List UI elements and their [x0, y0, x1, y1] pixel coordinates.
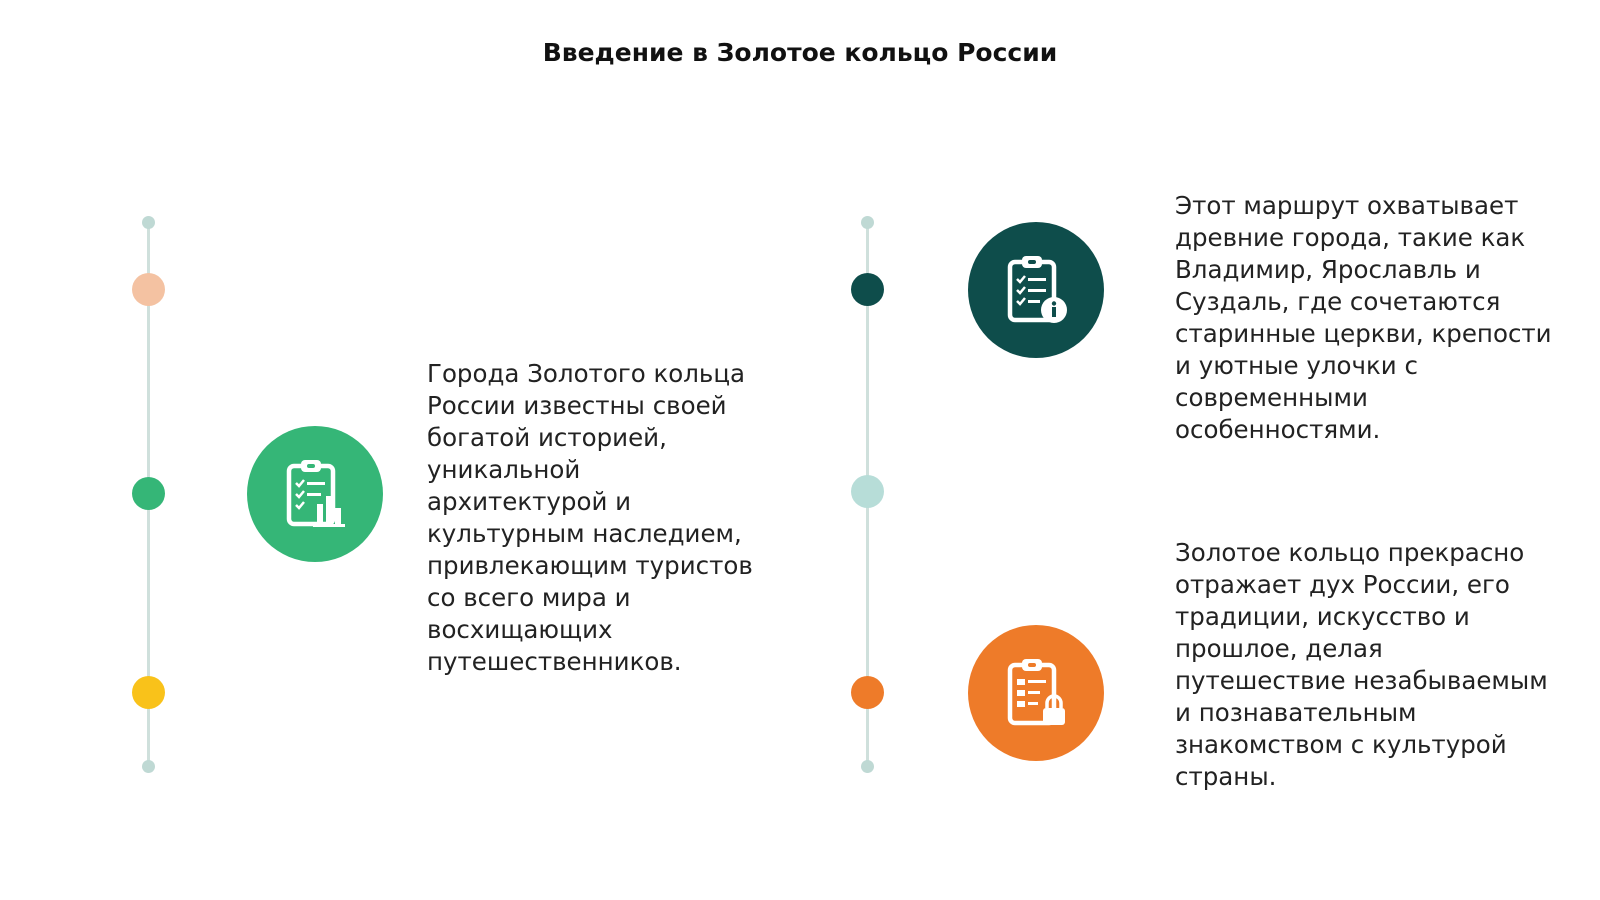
right-marker-dark-teal	[851, 273, 884, 306]
right-marker-mint	[851, 475, 884, 508]
page-title: Введение в Золотое кольцо России	[542, 38, 1058, 67]
right-rail-start-dot	[861, 216, 874, 229]
left-marker-green	[132, 477, 165, 510]
item-3-text: Золотое кольцо прекрасно отражает дух России, его традиции, искусство и прошлое, делая путешествие незабываемым и познавательным знакомством с культурой страны.	[1175, 538, 1548, 791]
left-marker-yellow	[132, 676, 165, 709]
left-rail-start-dot	[142, 216, 155, 229]
left-marker-peach	[132, 273, 165, 306]
clipboard-chart-badge	[247, 426, 383, 562]
clipboard-lock-badge	[968, 625, 1104, 761]
right-rail-end-dot	[861, 760, 874, 773]
clipboard-lock-icon	[996, 653, 1076, 733]
clipboard-chart-icon	[275, 454, 355, 534]
clipboard-info-icon	[996, 250, 1076, 330]
item-1-text: Города Золотого кольца России известны своей богатой историей, уникальной архитектурой и культурным наследием, привлекающим туристов со всего мира и восхищающих путешественников.	[427, 359, 753, 676]
right-marker-orange	[851, 676, 884, 709]
left-rail-end-dot	[142, 760, 155, 773]
clipboard-info-badge	[968, 222, 1104, 358]
item-2-text: Этот маршрут охватывает древние города, такие как Владимир, Ярославль и Суздаль, где сочетаются старинные церкви, крепости и уютные улочки с современными особенностями.	[1175, 191, 1552, 444]
